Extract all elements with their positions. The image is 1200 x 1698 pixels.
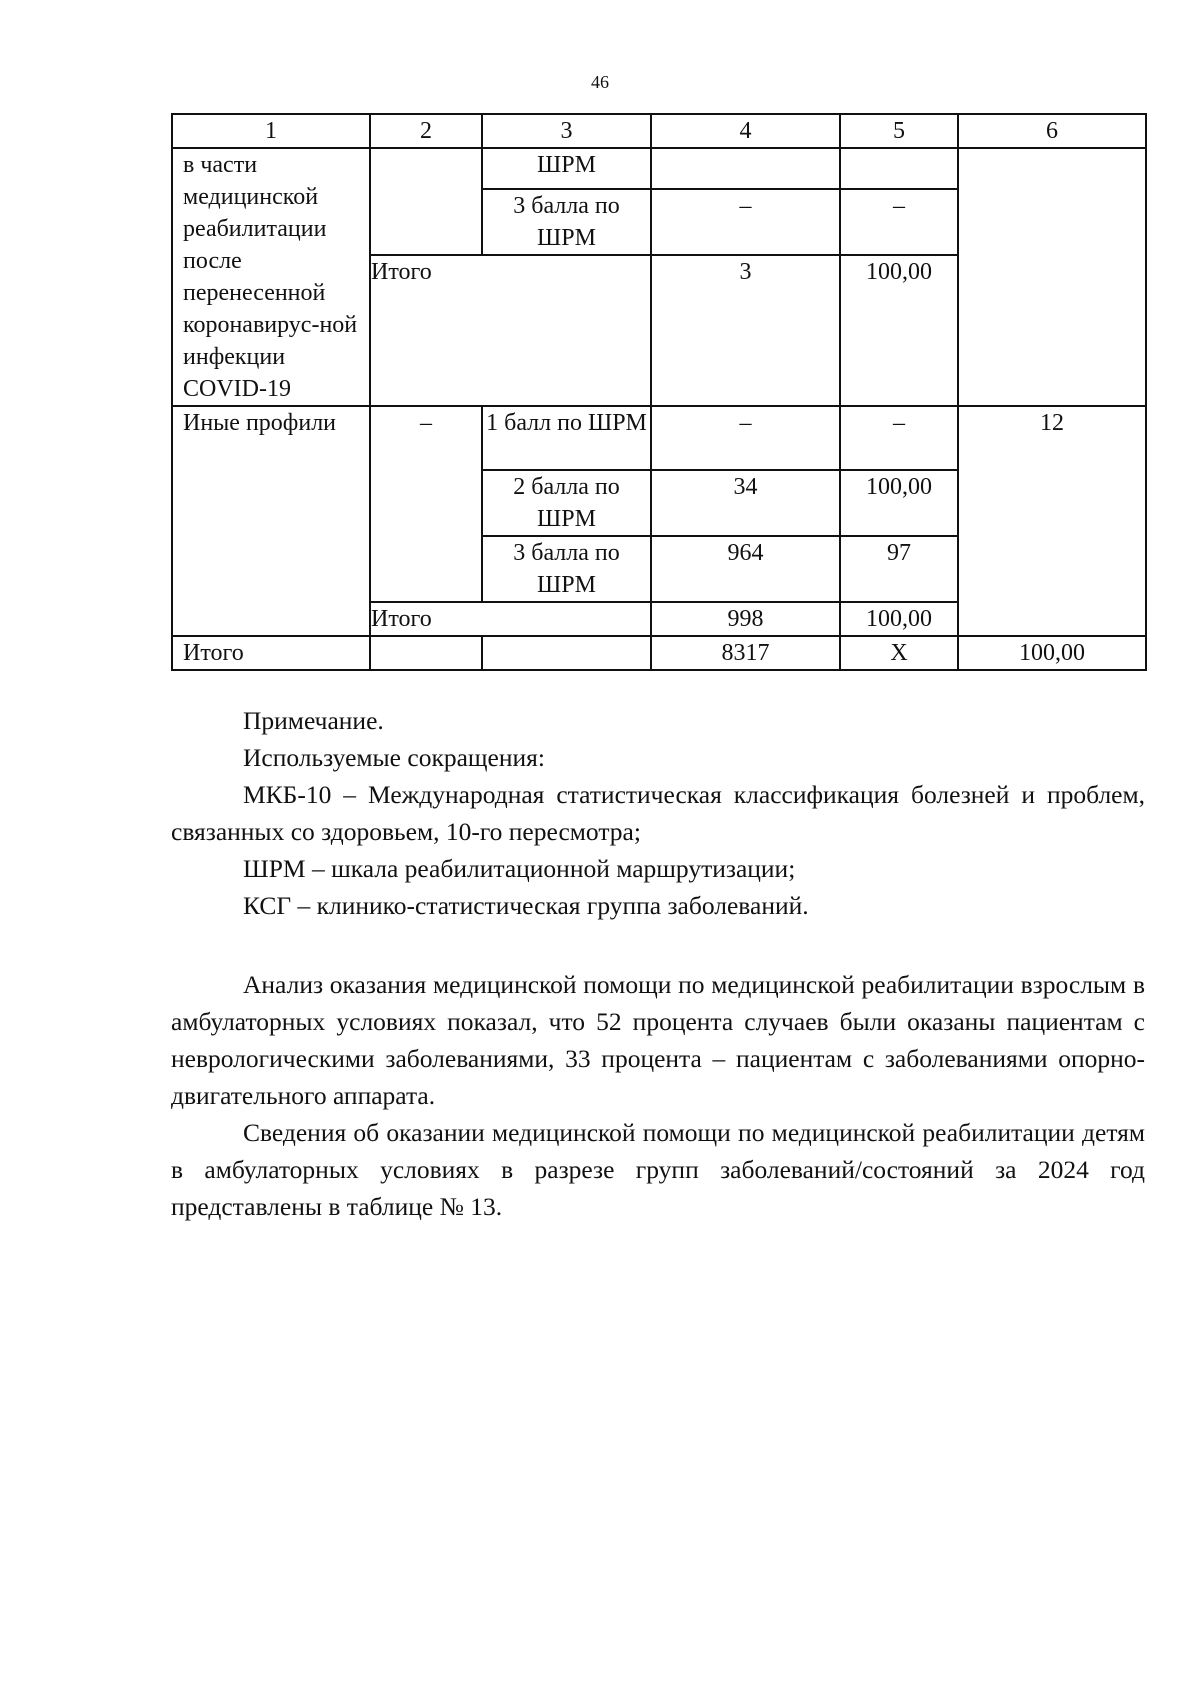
analysis-section (171, 966, 1145, 1225)
header-cell: 2 (370, 114, 482, 148)
table-cell: – (651, 189, 840, 255)
table-cell: – (840, 189, 958, 255)
table-cell: 964 (651, 536, 840, 602)
table-cell: – (840, 406, 958, 470)
table-cell: 12 (958, 406, 1146, 636)
notes-section (171, 702, 1145, 924)
table-cell: 100,00 (840, 602, 958, 636)
table-cell: 998 (651, 602, 840, 636)
data-table (171, 113, 1147, 671)
table-cell: 8317 (651, 636, 840, 670)
total-label-cell: Итого (172, 636, 370, 670)
table-row (172, 406, 1146, 470)
table-cell: 100,00 (840, 255, 958, 406)
notes-title: Примечание. (243, 706, 384, 735)
table-cell: 3 (651, 255, 840, 406)
score-cell: 3 балла по ШРМ (482, 536, 651, 602)
paragraph: Сведения об оказании медицинской помощи по медицинской реабилитации детям в амбулаторных условиях в разрезе групп заболеваний/состояний за 2024 год представлены в таблице № 13. (171, 1118, 1145, 1221)
abbreviation-item: ШРМ – шкала реабилитационной маршрутизации; (243, 854, 796, 883)
score-cell: 2 балла по ШРМ (482, 470, 651, 536)
header-cell: 6 (958, 114, 1146, 148)
header-cell: 3 (482, 114, 651, 148)
subtotal-label-cell: Итого (370, 255, 651, 406)
group-name-cell: в части медицинской реабилитации после перенесенной коронавирус-ной инфекции COVID-19 (172, 148, 370, 406)
grand-total-row (172, 636, 1146, 670)
table-cell: Х (840, 636, 958, 670)
table-cell (482, 636, 651, 670)
table-cell: 100,00 (958, 636, 1146, 670)
table-cell (958, 148, 1146, 406)
paragraph: Анализ оказания медицинской помощи по медицинской реабилитации взрослым в амбулаторных условиях показал, что 52 процента случаев были оказаны пациентам с неврологическими заболеваниями, 33 процента – пациентам с заболеваниями опорно-двигательного аппарата. (171, 970, 1145, 1110)
table-cell: 34 (651, 470, 840, 536)
table-cell: – (651, 406, 840, 470)
score-cell: 1 балл по ШРМ (482, 406, 651, 470)
page-number: 46 (591, 72, 609, 92)
header-cell: 1 (172, 114, 370, 148)
group-name-cell: Иные профили (172, 406, 370, 636)
table-cell (370, 636, 482, 670)
table-row (172, 148, 1146, 189)
notes-subtitle: Используемые сокращения: (243, 743, 545, 772)
score-cell: ШРМ (482, 148, 651, 189)
subtotal-label-cell: Итого (370, 602, 651, 636)
table-cell (840, 148, 958, 189)
table-cell: 97 (840, 536, 958, 602)
abbreviation-item: МКБ-10 – Международная статистическая классификация болезней и проблем, связанных со здоровьем, 10-го пересмотра; (171, 780, 1145, 846)
table-cell (651, 148, 840, 189)
header-cell: 5 (840, 114, 958, 148)
table-header-row (172, 114, 1146, 148)
table-cell: – (370, 406, 482, 602)
table-cell: 100,00 (840, 470, 958, 536)
table-cell (370, 148, 482, 255)
score-cell: 3 балла по ШРМ (482, 189, 651, 255)
header-cell: 4 (651, 114, 840, 148)
abbreviation-item: КСГ – клинико-статистическая группа заболеваний. (243, 891, 809, 920)
